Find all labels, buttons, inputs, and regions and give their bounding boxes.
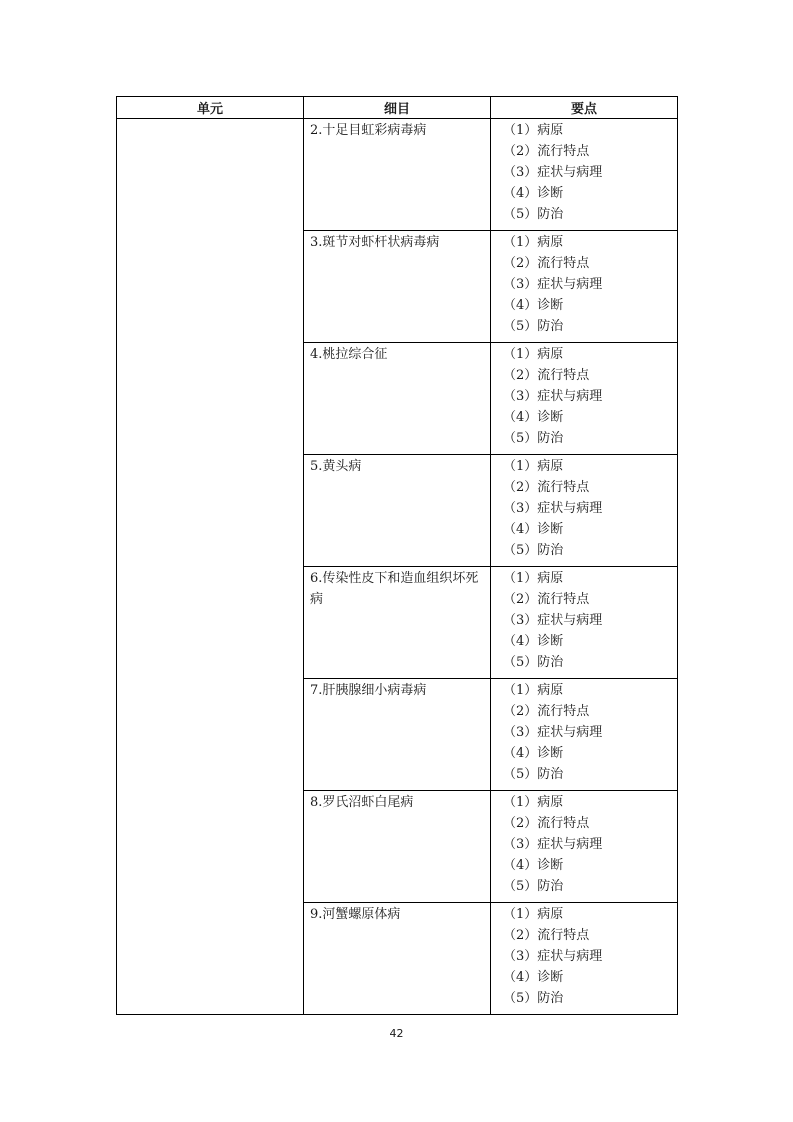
- point-item: （2）流行特点: [503, 368, 590, 383]
- item-cell: [304, 343, 491, 455]
- item-name: 7.肝胰腺细小病毒病: [310, 683, 427, 698]
- point-item: （2）流行特点: [503, 704, 590, 719]
- point-item: （3）症状与病理: [503, 949, 603, 964]
- item-name: 5.黄头病: [310, 459, 362, 474]
- point-item: （1）病原: [503, 795, 564, 810]
- item-cell: [304, 567, 491, 679]
- point-item: （3）症状与病理: [503, 613, 603, 628]
- point-item: （4）诊断: [503, 970, 564, 985]
- header-item: 细目: [304, 97, 491, 119]
- point-item: （5）防治: [503, 767, 564, 782]
- point-item: （4）诊断: [503, 410, 564, 425]
- point-item: （1）病原: [503, 683, 564, 698]
- point-item: （3）症状与病理: [503, 277, 603, 292]
- point-item: （2）流行特点: [503, 144, 590, 159]
- point-item: （1）病原: [503, 459, 564, 474]
- points-cell: [491, 679, 678, 791]
- point-item: （4）诊断: [503, 522, 564, 537]
- point-item: （5）防治: [503, 991, 564, 1006]
- item-cell: [304, 231, 491, 343]
- page-number: 42: [389, 1027, 404, 1040]
- item-cell: [304, 679, 491, 791]
- point-item: （1）病原: [503, 907, 564, 922]
- point-item: （3）症状与病理: [503, 837, 603, 852]
- point-item: （3）症状与病理: [503, 725, 603, 740]
- item-name: 8.罗氏沼虾白尾病: [310, 795, 414, 810]
- points-cell: [491, 231, 678, 343]
- point-item: （2）流行特点: [503, 256, 590, 271]
- point-item: （4）诊断: [503, 186, 564, 201]
- header-points: 要点: [491, 97, 678, 119]
- point-item: （2）流行特点: [503, 480, 590, 495]
- point-item: （3）症状与病理: [503, 389, 603, 404]
- point-item: （1）病原: [503, 571, 564, 586]
- point-item: （5）防治: [503, 879, 564, 894]
- points-cell: [491, 455, 678, 567]
- item-name: 6.传染性皮下和造血组织坏死病: [310, 571, 479, 607]
- item-name: 9.河蟹螺原体病: [310, 907, 401, 922]
- point-item: （1）病原: [503, 235, 564, 250]
- point-item: （4）诊断: [503, 298, 564, 313]
- item-cell: [304, 119, 491, 231]
- header-row: [117, 97, 678, 119]
- point-item: （4）诊断: [503, 858, 564, 873]
- points-cell: [491, 343, 678, 455]
- points-cell: [491, 791, 678, 903]
- point-item: （3）症状与病理: [503, 501, 603, 516]
- points-cell: [491, 567, 678, 679]
- header-unit: 单元: [117, 97, 304, 119]
- point-item: （2）流行特点: [503, 928, 590, 943]
- points-cell: [491, 119, 678, 231]
- point-item: （4）诊断: [503, 746, 564, 761]
- point-item: （5）防治: [503, 207, 564, 222]
- point-item: （2）流行特点: [503, 816, 590, 831]
- point-item: （5）防治: [503, 543, 564, 558]
- point-item: （5）防治: [503, 431, 564, 446]
- item-cell: [304, 903, 491, 1015]
- point-item: （1）病原: [503, 123, 564, 138]
- item-name: 2.十足目虹彩病毒病: [310, 123, 427, 138]
- item-cell: [304, 791, 491, 903]
- points-cell: [491, 903, 678, 1015]
- point-item: （4）诊断: [503, 634, 564, 649]
- item-name: 4.桃拉综合征: [310, 347, 388, 362]
- point-item: （3）症状与病理: [503, 165, 603, 180]
- point-item: （5）防治: [503, 655, 564, 670]
- point-item: （2）流行特点: [503, 592, 590, 607]
- item-name: 3.斑节对虾杆状病毒病: [310, 235, 440, 250]
- point-item: （5）防治: [503, 319, 564, 334]
- item-cell: [304, 455, 491, 567]
- unit-cell: [117, 119, 304, 1015]
- syllabus-table: [116, 96, 678, 1015]
- table-row: [117, 119, 678, 231]
- point-item: （1）病原: [503, 347, 564, 362]
